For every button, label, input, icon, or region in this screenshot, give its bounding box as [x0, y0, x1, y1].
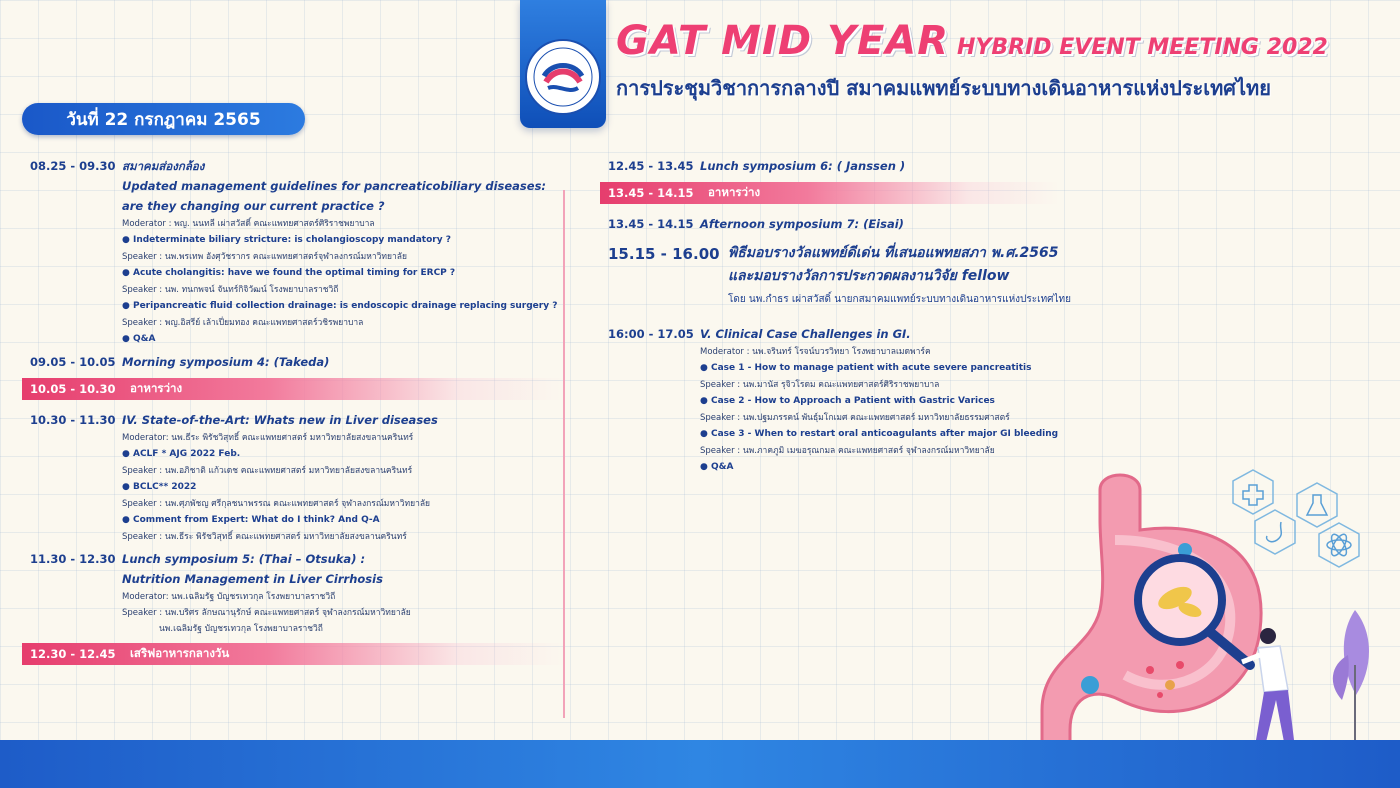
moderator: Moderator: นพ.เฉลิมรัฐ บัญชรเทวกุล โรงพยาบาลราชวิถี: [122, 592, 336, 602]
bottom-band: [0, 740, 1400, 788]
topic-item: ● Case 2 - How to Approach a Patient with Gastric Varices: [700, 396, 995, 406]
session-title-line2: are they changing our current practice ?: [122, 199, 385, 213]
break-label: เสริฟอาหารกลางวัน: [130, 646, 230, 660]
topic-item: ● Peripancreatic fluid collection drainage: is endoscopic drainage replacing surgery ?: [122, 301, 558, 311]
session-time: 13.45 - 14.15: [608, 217, 694, 231]
session-title: Lunch symposium 6: ( Janssen ): [700, 159, 906, 173]
moderator: Moderator: นพ.ธีระ พิรัชวิสุทธิ์ คณะแพทยศาสตร์ มหาวิทยาลัยสงขลานครินทร์: [122, 433, 414, 443]
session-time: 09.05 - 10.05: [30, 355, 116, 369]
session-time: 11.30 - 12.30: [30, 552, 116, 566]
session-time: 16:00 - 17.05: [608, 327, 694, 341]
speaker: Speaker : นพ.อภิชาติ แก้วเดช คณะแพทยศาสตร์ มหาวิทยาลัยสงขลานครินทร์: [122, 466, 413, 476]
date-badge: วันที่ 22 กรกฎาคม 2565: [22, 103, 305, 135]
session-afternoon-symposium: [600, 214, 1200, 234]
schedule-right-column: [600, 156, 1200, 480]
speaker: Speaker : นพ.มานัส รุจิวโรดม คณะแพทยศาสตร์ศิริราชพยาบาล: [700, 380, 940, 390]
session-lunch-symposium-6: [600, 156, 1200, 176]
topic-item: ● ACLF * AJG 2022 Feb.: [122, 449, 241, 459]
break-lunch: [22, 643, 567, 665]
session-time: 10.30 - 11.30: [30, 413, 116, 427]
session-title-line2: Nutrition Management in Liver Cirrhosis: [122, 572, 383, 586]
column-divider: [563, 190, 565, 718]
session-liver-diseases: [22, 410, 567, 545]
break-label: อาหารว่าง: [708, 185, 761, 199]
speaker: นพ.เฉลิมรัฐ บัญชรเทวกุล โรงพยาบาลราชวิถี: [159, 624, 323, 634]
moderator: Moderator : นพ.จรินทร์ โรจน์บวรวิทยา โรงพยาบาลเมดพาร์ค: [700, 347, 931, 357]
speaker: Speaker : นพ. ทนกพจน์ จันทร์กิจิวัฒน์ โรงพยาบาลราชวิถี: [122, 285, 339, 295]
session-title: IV. State-of-the-Art: Whats new in Liver diseases: [122, 413, 438, 427]
topic-item: ● Comment from Expert: What do I think? And Q-A: [122, 515, 380, 525]
break-time: 13.45 - 14.15: [608, 186, 694, 200]
moderator: Moderator : พญ. นนทลี เผ่าสวัสดิ์ คณะแพทยศาสตร์ศิริราชพยาบาล: [122, 219, 375, 229]
presenter: โดย นพ.กำธร เผ่าสวัสดิ์ นายกสมาคมแพทย์ระบบทางเดินอาหารแห่งประเทศไทย: [728, 294, 1071, 305]
plant-icon: [1333, 610, 1369, 758]
session-title: Morning symposium 4: (Takeda): [122, 355, 330, 369]
topic-item: ● BCLC** 2022: [122, 482, 197, 492]
break-label: อาหารว่าง: [130, 381, 183, 395]
speaker: Speaker : พญ.อิสรีย์ เล้าเปี่ยมทอง คณะแพทยศาสตร์วชิรพยาบาล: [122, 318, 364, 328]
event-title-sub: HYBRID EVENT MEETING 2022: [957, 35, 1328, 60]
session-title-line1: Lunch symposium 5: (Thai – Otsuka) :: [122, 552, 366, 566]
session-title: Afternoon symposium 7: (Eisai): [700, 217, 904, 231]
break-time: 10.05 - 10.30: [30, 382, 116, 396]
event-title-main: GAT MID YEAR: [616, 18, 950, 64]
session-clinical-case-challenges: [600, 324, 1200, 476]
topic-item: ● Case 3 - When to restart oral anticoagulants after major GI bleeding: [700, 429, 1059, 439]
session-endoscopy: [22, 156, 567, 348]
schedule-left-column: [22, 156, 567, 675]
session-title: V. Clinical Case Challenges in GI.: [700, 327, 911, 341]
topic-item-qa: ● Q&A: [700, 462, 734, 472]
speaker: Speaker : นพ.บริศร ลักษณานุรักษ์ คณะแพทยศาสตร์ จุฬาลงกรณ์มหาวิทยาลัย: [122, 608, 411, 618]
speaker: Speaker : นพ.ธีระ พิรัชวิสุทธิ์ คณะแพทยศาสตร์ มหาวิทยาลัยสงขลานครินทร์: [122, 532, 407, 542]
event-title: [616, 18, 1328, 64]
session-time: 15.15 - 16.00: [608, 245, 720, 263]
session-award-ceremony: [600, 242, 1200, 310]
topic-item: ● Case 1 - How to manage patient with acute severe pancreatitis: [700, 363, 1032, 373]
topic-item: ● Acute cholangitis: have we found the optimal timing for ERCP ?: [122, 268, 456, 278]
session-lunch-symposium-5: [22, 549, 567, 637]
speaker: Speaker : นพ.ปฐมภรรคน์ พันธุ์มโกเมศ คณะแพทยศาสตร์ มหาวิทยาลัยธรรมศาสตร์: [700, 413, 1010, 423]
session-morning-symposium: [22, 352, 567, 372]
speaker: Speaker : นพ.พรเทพ อังศุวัชรากร คณะแพทยศาสตร์จุฬาลงกรณ์มหาวิทยาลัย: [122, 252, 407, 262]
speaker: Speaker : นพ.ภาคภูมิ เมฆอรุณกมล คณะแพทยศาสตร์ จุฬาลงกรณ์มหาวิทยาลัย: [700, 446, 995, 456]
break-snack-afternoon: [600, 182, 1060, 204]
event-subtitle: การประชุมวิชาการกลางปี สมาคมแพทย์ระบบทางเดินอาหารแห่งประเทศไทย: [616, 76, 1271, 100]
stomach-magnifier-doctor-illustration: [1030, 460, 1390, 780]
topic-item: ● Indeterminate biliary stricture: is cholangioscopy mandatory ?: [122, 235, 451, 245]
session-title-line1: Updated management guidelines for pancreaticobiliary diseases:: [122, 179, 547, 193]
break-time: 12.30 - 12.45: [30, 647, 116, 661]
session-time: 08.25 - 09.30: [30, 159, 116, 173]
speaker: Speaker : นพ.ศุภพัชญ ศรีกุลชนาพรรณ คณะแพทยศาสตร์ จุฬาลงกรณ์มหาวิทยาลัย: [122, 499, 431, 509]
break-snack: [22, 378, 567, 400]
topic-item-qa: ● Q&A: [122, 334, 156, 344]
session-time: 12.45 - 13.45: [608, 159, 694, 173]
session-title-line2: และมอบรางวัลการประกวดผลงานวิจัย fellow: [728, 268, 1010, 284]
session-title-line1: พิธีมอบรางวัลแพทย์ดีเด่น ที่เสนอแพทยสภา พ.ศ.2565: [728, 245, 1059, 261]
association-logo-icon: [524, 38, 602, 116]
session-title-th: สมาคมส่องกล้อง: [122, 159, 205, 173]
